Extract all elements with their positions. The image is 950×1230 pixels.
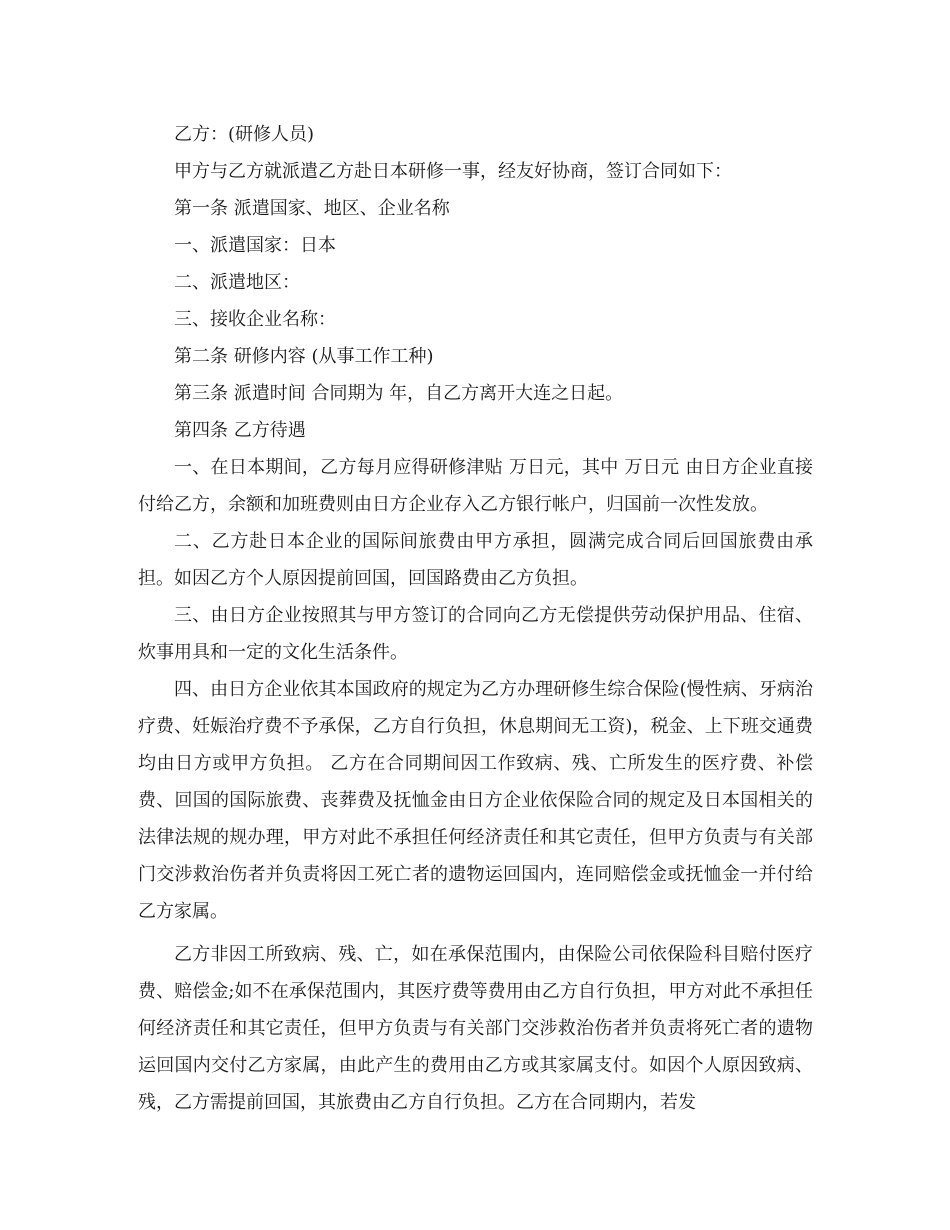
article-4-non-work-injury: 乙方非因工所致病、残、亡，如在承保范围内，由保险公司依保险科目赔付医疗费、赔偿金;如不在承保范围内，其医疗费等费用由乙方自行负担，甲方对此不承担任何经济责任和其它责任，但甲方负责与有关部门交涉救治伤者并负责将死亡者的遗物运回国内交付乙方家属，由此产生的费用由乙方或其家属支付。如因个人原因致病、残，乙方需提前回国，其旅费由乙方自行负担。乙方在合同期内，若发 <box>138 944 813 1113</box>
article-1-heading: 第一条 派遣国家、地区、企业名称 <box>174 198 450 219</box>
article-4-item-3: 三、由日方企业按照其与甲方签订的合同向乙方无偿提供劳动保护用品、住宿、炊事用具和一定的文化生活条件。 <box>138 605 813 663</box>
article-2-heading: 第二条 研修内容 (从事工作工种) <box>174 346 434 367</box>
paragraph-party-b: 乙方：(研修人员) <box>174 124 315 145</box>
article-1-item-1: 一、派遣国家：日本 <box>174 235 336 256</box>
article-1-item-2: 二、派遣地区： <box>174 272 300 293</box>
document-body <box>138 116 813 1121</box>
article-4-heading: 第四条 乙方待遇 <box>174 420 306 441</box>
article-3-heading: 第三条 派遣时间 合同期为 年，自乙方离开大连之日起。 <box>174 383 624 404</box>
article-1-item-3: 三、接收企业名称： <box>174 309 336 330</box>
paragraph-intro: 甲方与乙方就派遣乙方赴日本研修一事，经友好协商，签订合同如下： <box>174 161 732 182</box>
article-4-item-1: 一、在日本期间，乙方每月应得研修津贴 万日元，其中 万日元 由日方企业直接付给乙方，余额和加班费则由日方企业存入乙方银行帐户，归国前一次性发放。 <box>138 457 813 515</box>
article-4-item-2: 二、乙方赴日本企业的国际间旅费由甲方承担，圆满完成合同后回国旅费由承担。如因乙方个人原因提前回国，回国路费由乙方负担。 <box>138 531 813 589</box>
article-4-item-4: 四、由日方企业依其本国政府的规定为乙方办理研修生综合保险(慢性病、牙病治疗费、妊娠治疗费不予承保，乙方自行负担，休息期间无工资)，税金、上下班交通费均由日方或甲方负担。 乙方在合同期间因工作致病、残、亡所发生的医疗费、补偿费、回国的国际旅费、丧葬费及抚恤金由日方企业依保险合同的规定及日本国相关的法律法规的规办理，甲方对此不承担任何经济责任和其它责任，但甲方负责与有关部门交涉救治伤者并负责将因工死亡者的遗物运回国内，连同赔偿金或抚恤金一并付给乙方家属。 <box>138 679 813 922</box>
